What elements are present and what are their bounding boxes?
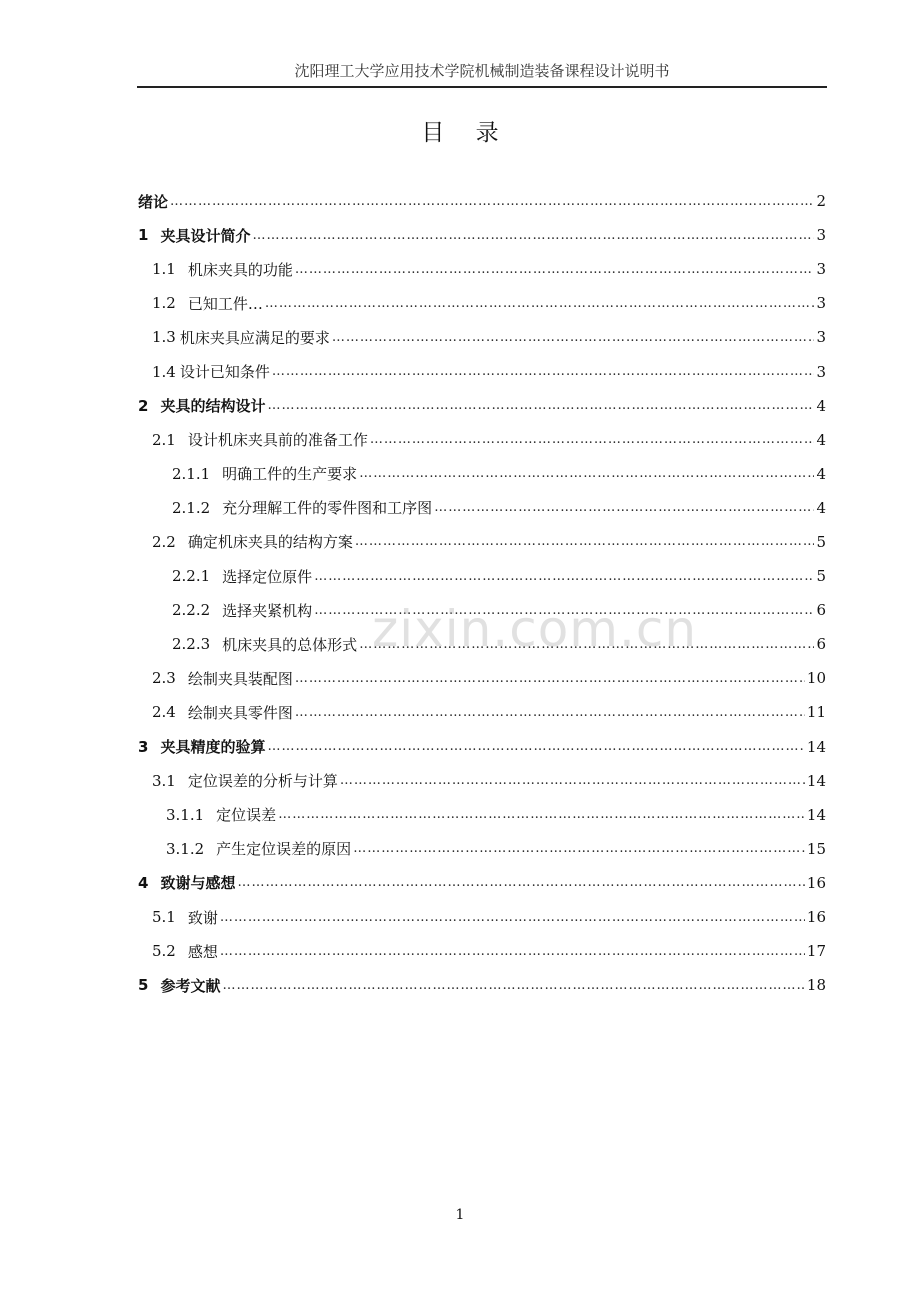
toc-entry-page: 16 — [806, 873, 826, 892]
toc-entry-label: 绪论 — [138, 192, 169, 211]
toc-entry[interactable] — [138, 900, 826, 934]
toc-entry-number: 1.2 — [152, 294, 176, 313]
toc-entry[interactable] — [138, 252, 826, 286]
toc-leader-dots — [434, 500, 814, 515]
toc-entry[interactable] — [138, 934, 826, 968]
toc-entry-label: 设计机床夹具前的准备工作 — [187, 431, 368, 450]
toc-leader-dots — [295, 705, 805, 720]
toc-entry-page: 4 — [816, 430, 826, 449]
toc-entry-number: 3.1 — [152, 771, 176, 790]
toc-entry-label: 参考文献 — [160, 976, 221, 995]
toc-entry-page: 3 — [816, 226, 826, 245]
toc-entry-label: 感想 — [187, 942, 218, 961]
toc-leader-dots — [295, 262, 815, 277]
toc-leader-dots — [272, 364, 815, 379]
toc-entry-number: 2.4 — [152, 703, 176, 722]
toc-leader-dots — [267, 398, 814, 413]
toc-leader-dots — [278, 807, 805, 822]
toc-entry[interactable] — [138, 525, 826, 559]
toc-entry[interactable] — [138, 320, 826, 354]
toc-entry[interactable] — [138, 832, 826, 866]
page-header: 沈阳理工大学应用技术学院机械制造装备课程设计说明书 — [294, 62, 670, 80]
toc-leader-dots — [265, 296, 815, 311]
toc-entry[interactable] — [138, 286, 826, 320]
toc-entry[interactable] — [138, 627, 826, 661]
toc-entry-label: 绘制夹具装配图 — [187, 669, 293, 688]
toc-entry-page: 4 — [816, 498, 826, 517]
toc-entry-label: 绘制夹具零件图 — [187, 703, 293, 722]
toc-entry-page: 16 — [806, 908, 826, 927]
toc-leader-dots — [359, 637, 814, 652]
toc-entry-label: 致谢 — [187, 908, 218, 927]
toc-entry-page: 3 — [816, 294, 826, 313]
toc-entry[interactable] — [138, 457, 826, 491]
toc-entry-page: 5 — [816, 532, 826, 551]
toc-entry-number: 2.2.1 — [172, 567, 211, 586]
toc-leader-dots — [220, 944, 805, 959]
toc-entry-label: 机床夹具应满足的要求 — [179, 328, 330, 347]
toc-leader-dots — [220, 910, 805, 925]
toc-entry-label: 已知工件… — [187, 294, 263, 313]
toc-entry[interactable] — [138, 218, 826, 252]
toc-entry-label: 产生定位误差的原因 — [216, 840, 352, 859]
toc-entry-page: 6 — [816, 601, 826, 620]
toc-entry-number: 2.3 — [152, 669, 176, 688]
toc-entry[interactable] — [138, 866, 826, 900]
toc-leader-dots — [355, 534, 815, 549]
page-title: 目 录 — [421, 120, 511, 146]
toc-entry-label: 充分理解工件的零件图和工序图 — [222, 499, 433, 518]
toc-entry-number: 2 — [138, 396, 149, 415]
toc-entry-label: 夹具的结构设计 — [160, 397, 266, 416]
toc-entry-page: 3 — [816, 362, 826, 381]
toc-entry-number: 1 — [138, 226, 149, 245]
toc-entry-label: 确定机床夹具的结构方案 — [187, 533, 353, 552]
toc-entry-number: 4 — [138, 873, 149, 892]
toc-entry-page: 4 — [816, 464, 826, 483]
toc-entry-label: 选择定位原件 — [222, 567, 313, 586]
toc-entry-page: 11 — [806, 703, 826, 722]
toc-entry-label: 明确工件的生产要求 — [222, 465, 358, 484]
toc-entry-number: 3 — [138, 737, 149, 756]
toc-entry-number: 1.1 — [152, 260, 176, 279]
toc-leader-dots — [370, 432, 815, 447]
toc-entry-number: 3.1.2 — [166, 839, 205, 858]
page-number: 1 — [455, 1207, 465, 1223]
toc-entry-number: 2.2.2 — [172, 601, 211, 620]
toc-leader-dots — [314, 603, 814, 618]
watermark: zixin.com.cn — [372, 600, 698, 658]
toc-entry[interactable] — [138, 491, 826, 525]
toc-entry[interactable] — [138, 354, 826, 388]
toc-leader-dots — [252, 228, 814, 243]
toc-leader-dots — [353, 841, 805, 856]
toc-leader-dots — [340, 773, 805, 788]
toc-entry-page: 14 — [806, 737, 826, 756]
toc-entry-number: 2.1 — [152, 430, 176, 449]
toc-leader-dots — [222, 978, 804, 993]
toc-entry-number: 1.4 — [152, 362, 176, 381]
toc-entry-number: 3.1.1 — [166, 805, 205, 824]
toc-leader-dots — [332, 330, 815, 345]
toc-leader-dots — [314, 569, 814, 584]
toc-entry-page: 15 — [806, 839, 826, 858]
toc-entry[interactable] — [138, 593, 826, 627]
toc-entry-label: 定位误差 — [216, 806, 277, 825]
toc-entry-page: 14 — [806, 771, 826, 790]
toc-leader-dots — [170, 194, 814, 209]
header-rule — [137, 86, 827, 88]
toc-entry-page: 4 — [816, 396, 826, 415]
toc-leader-dots — [295, 671, 805, 686]
toc-entry-label: 选择夹紧机构 — [222, 601, 313, 620]
toc-entry-page: 6 — [816, 635, 826, 654]
toc-entry-page: 17 — [806, 942, 826, 961]
toc-entry-page: 14 — [806, 805, 826, 824]
toc-entry-label: 定位误差的分析与计算 — [187, 772, 338, 791]
toc-entry-page: 3 — [816, 328, 826, 347]
toc-entry[interactable] — [138, 423, 826, 457]
toc-entry[interactable] — [138, 968, 826, 1002]
toc-entry[interactable] — [138, 764, 826, 798]
toc-entry-page: 18 — [806, 976, 826, 995]
toc-entry-label: 机床夹具的总体形式 — [222, 635, 358, 654]
toc-entry-number: 2.2 — [152, 532, 176, 551]
toc-entry[interactable] — [138, 184, 826, 218]
table-of-contents — [138, 184, 826, 1002]
toc-entry[interactable] — [138, 730, 826, 764]
toc-entry-number: 2.1.1 — [172, 464, 211, 483]
toc-entry[interactable] — [138, 798, 826, 832]
toc-entry[interactable] — [138, 559, 826, 593]
toc-entry-label: 夹具精度的验算 — [160, 738, 266, 757]
toc-leader-dots — [237, 875, 804, 890]
toc-entry-page: 5 — [816, 567, 826, 586]
toc-entry-number: 1.3 — [152, 328, 176, 347]
toc-entry-number: 2.1.2 — [172, 498, 211, 517]
toc-entry-label: 机床夹具的功能 — [187, 260, 293, 279]
toc-leader-dots — [359, 466, 814, 481]
toc-entry-label: 设计已知条件 — [179, 363, 270, 382]
toc-entry-number: 2.2.3 — [172, 635, 211, 654]
toc-entry[interactable] — [138, 661, 826, 695]
toc-entry-page: 3 — [816, 260, 826, 279]
toc-entry-number: 5.1 — [152, 908, 176, 927]
toc-entry-page: 10 — [806, 669, 826, 688]
toc-entry-page: 2 — [816, 192, 826, 211]
toc-entry-number: 5.2 — [152, 942, 176, 961]
toc-entry-label: 夹具设计简介 — [160, 226, 251, 245]
toc-entry[interactable] — [138, 389, 826, 423]
toc-entry[interactable] — [138, 695, 826, 729]
toc-leader-dots — [267, 739, 804, 754]
toc-entry-number: 5 — [138, 976, 149, 995]
toc-entry-label: 致谢与感想 — [160, 874, 236, 893]
